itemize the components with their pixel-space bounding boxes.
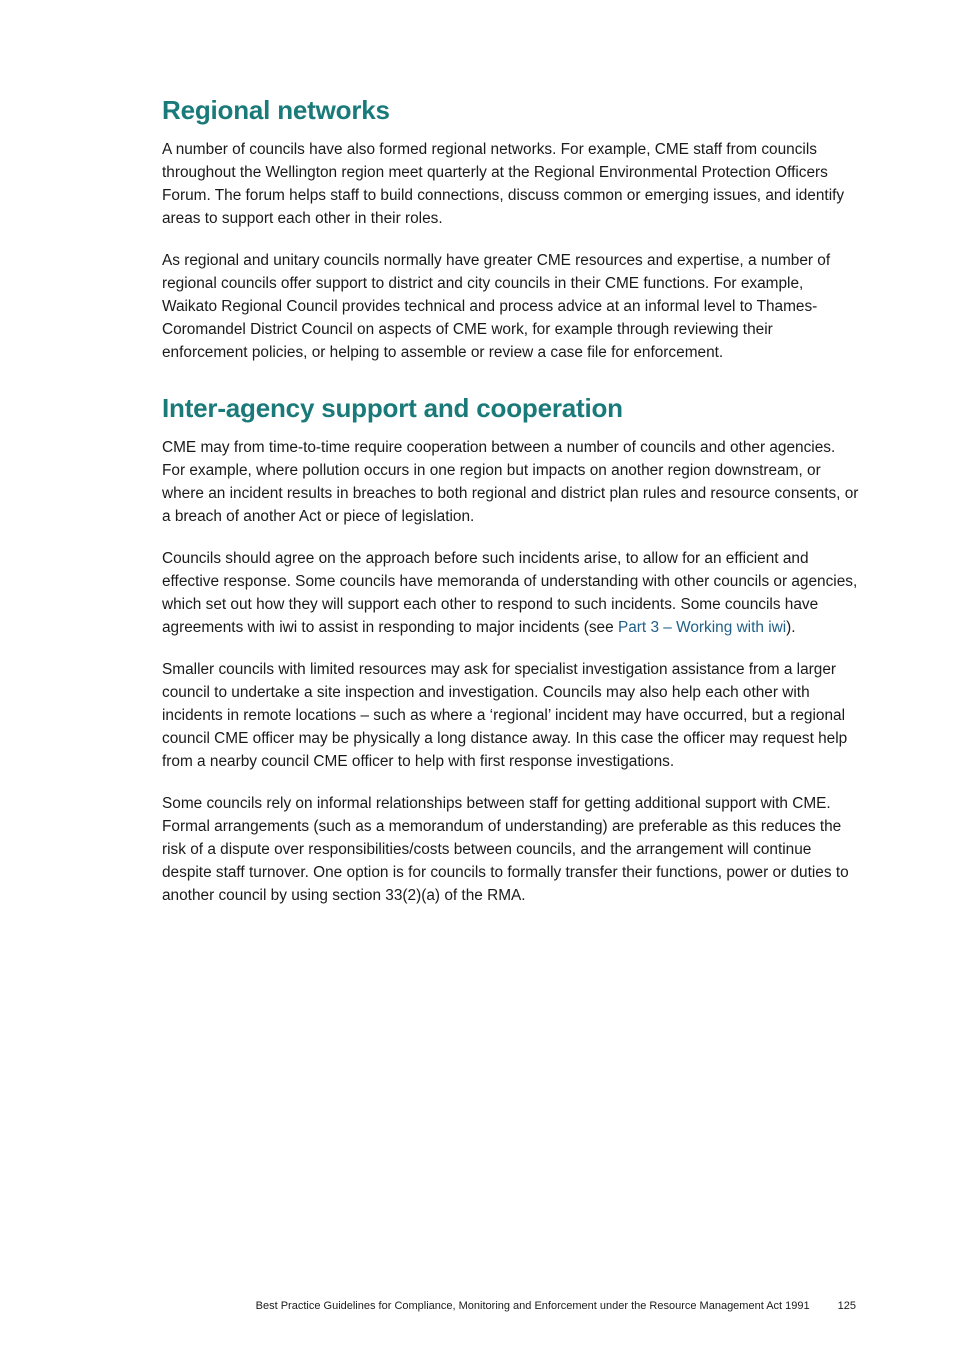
- section-inter-agency: [162, 390, 862, 907]
- page-content: [162, 92, 862, 926]
- paragraph: A number of councils have also formed regional networks. For example, CME staff from councils throughout the Wellington region meet quarterly at the Regional Environmental Protection Officers Forum. The forum helps staff to build connections, discuss common or emerging issues, and identify areas to support each other in their roles.: [162, 141, 845, 227]
- paragraph: Smaller councils with limited resources may ask for specialist investigation assistance from a larger council to undertake a site inspection and investigation. Councils may also help each other with incidents in remote locations – such as where a ‘regional’ incident may have occurred, but a regional council CME officer may be physically a long distance away. In this case the officer may request help from a nearby council CME officer to help with first response investigations.: [162, 661, 848, 770]
- paragraph: CME may from time-to-time require cooperation between a number of councils and other agencies. For example, where pollution occurs in one region but impacts on another region downstream, or where an incident results in breaches to both regional and district plan rules and resource consents, or a breach of another Act or piece of legislation.: [162, 439, 859, 525]
- paragraph-text: ).: [786, 619, 796, 636]
- paragraph: As regional and unitary councils normally have greater CME resources and expertise, a number of regional councils offer support to district and city councils in their CME functions. For example, Waikato Regional Council provides technical and process advice at an informal level to Thames-Coromandel District Council on aspects of CME work, for example through reviewing their enforcement policies, or helping to assemble or review a case file for enforcement.: [162, 252, 831, 361]
- section-heading: Regional networks: [162, 95, 390, 125]
- page-footer: [206, 1298, 856, 1314]
- section-regional-networks: [162, 92, 862, 364]
- footer-title: Best Practice Guidelines for Compliance, Monitoring and Enforcement under the Resource Management Act 1991: [255, 1300, 810, 1312]
- page-number: 125: [837, 1300, 856, 1312]
- part-3-working-with-iwi-link[interactable]: Part 3 – Working with iwi: [617, 619, 787, 636]
- paragraph-with-link: [162, 547, 862, 639]
- paragraph-text: Councils should agree on the approach before such incidents arise, to allow for an efficient and effective response. Some councils have memoranda of understanding with other councils or agencies, which set out how they will support each other to respond to such incidents. Some councils have agreements with iwi to assist in responding to major incidents (see: [162, 550, 858, 636]
- paragraph: Some councils rely on informal relationships between staff for getting additional support with CME. Formal arrangements (such as a memorandum of understanding) are preferable as this reduces the risk of a dispute over responsibilities/costs between councils, and the arrangement will continue despite staff turnover. One option is for councils to formally transfer their functions, power or duties to another council by using section 33(2)(a) of the RMA.: [162, 795, 849, 904]
- section-heading: Inter-agency support and cooperation: [162, 393, 623, 423]
